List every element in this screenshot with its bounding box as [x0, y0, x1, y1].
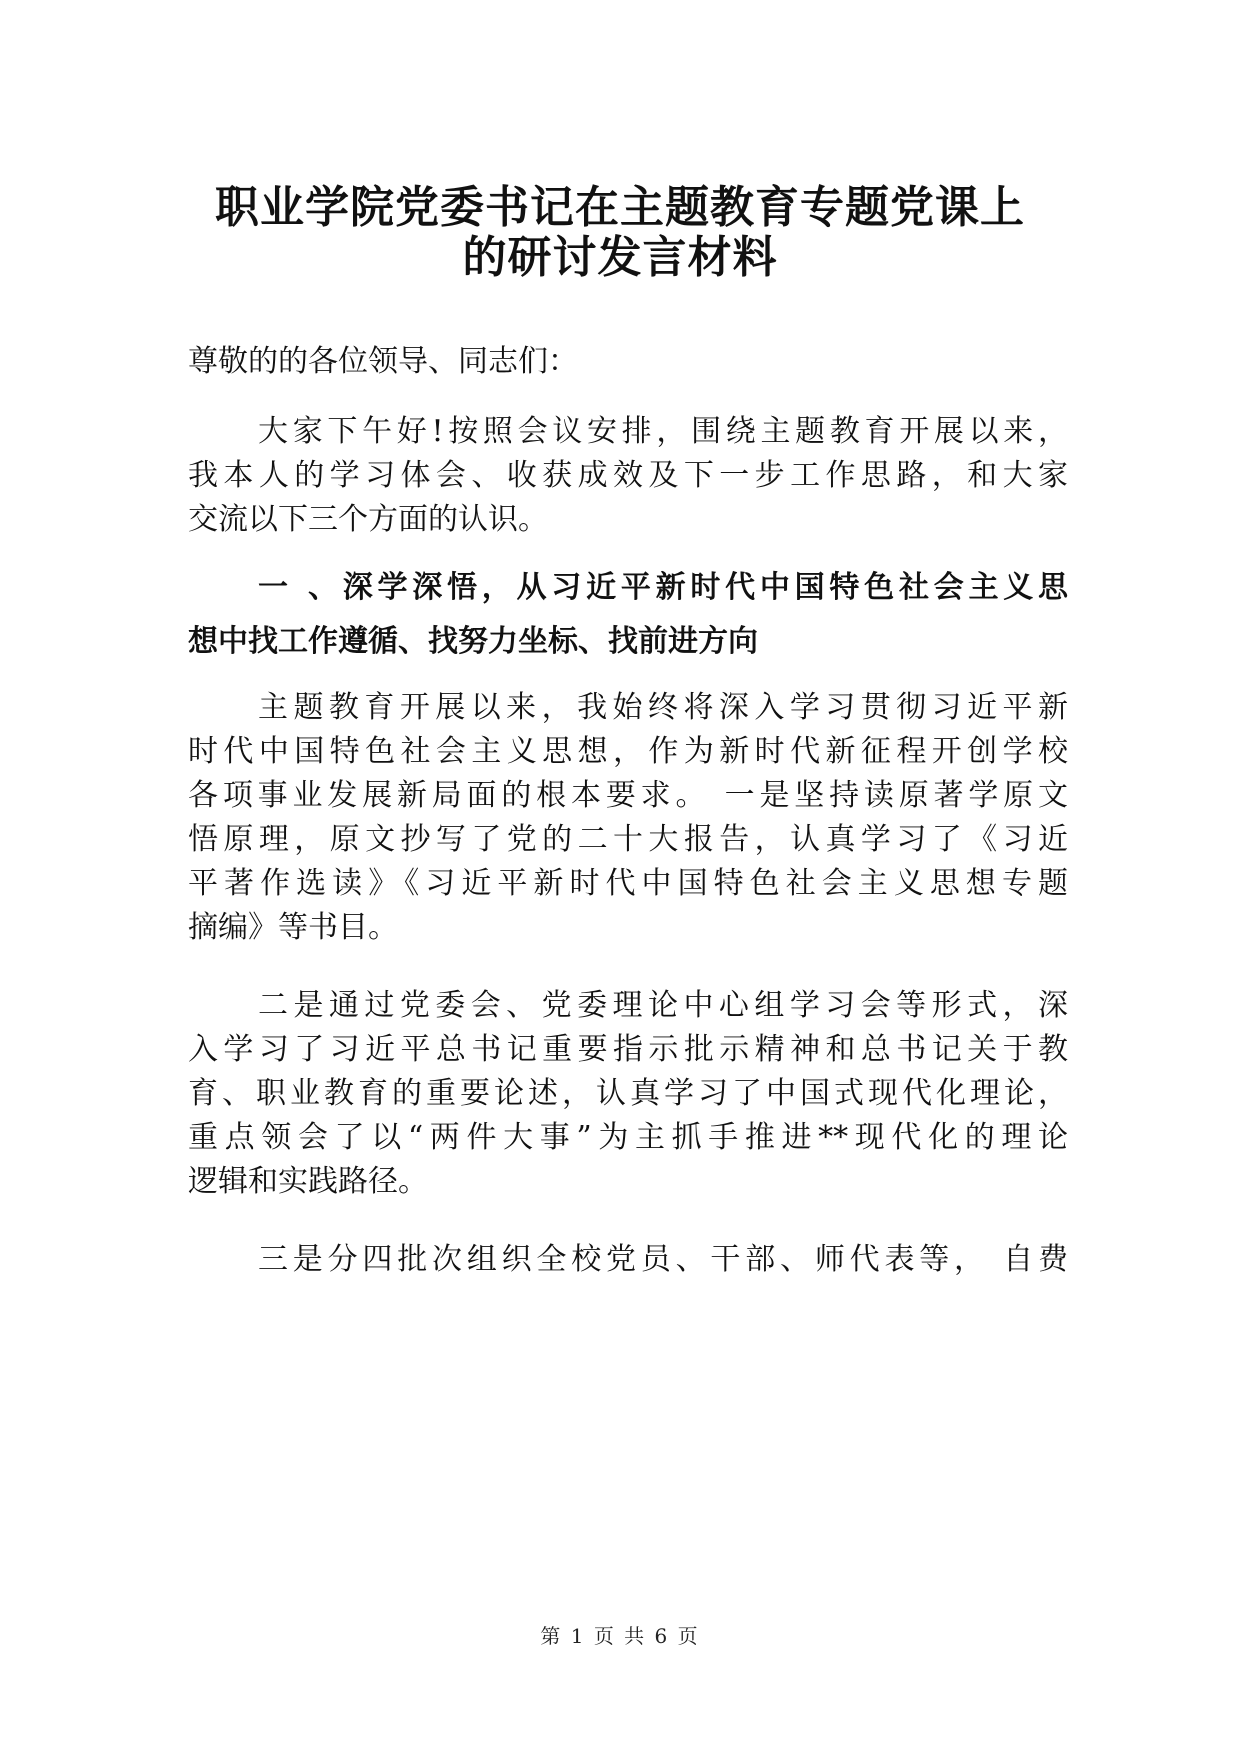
salutation: 尊敬的的各位领导、同志们： — [188, 344, 578, 379]
para1-line-1: 主题教育开展以来，我始终将深入学习贯彻习近平新 — [258, 690, 1068, 725]
para2-line-3: 育、职业教育的重要论述，认真学习了中国式现代化理论， — [188, 1076, 1068, 1111]
para2-line-1: 二是通过党委会、党委理论中心组学习会等形式，深 — [258, 988, 1068, 1023]
para3-line-1: 三是分四批次组织全校党员、干部、师代表等， 自费 — [258, 1242, 1068, 1277]
section1-heading-line-1: 一 、深学深悟，从习近平新时代中国特色社会主义思 — [258, 570, 1068, 605]
para1-line-4: 悟原理，原文抄写了党的二十大报告，认真学习了《习近 — [188, 822, 1068, 857]
para2-line-5: 逻辑和实践路径。 — [188, 1164, 428, 1199]
intro-line-3: 交流以下三个方面的认识。 — [188, 502, 548, 537]
para2-line-2: 入学习了习近平总书记重要指示批示精神和总书记关于教 — [188, 1032, 1068, 1067]
para2-line-4: 重点领会了以“两件大事”为主抓手推进**现代化的理论 — [188, 1120, 1068, 1155]
intro-line-1: 大家下午好!按照会议安排，围绕主题教育开展以来， — [258, 414, 1068, 449]
intro-line-2: 我本人的学习体会、收获成效及下一步工作思路，和大家 — [188, 458, 1068, 493]
para1-line-5: 平著作选读》《习近平新时代中国特色社会主义思想专题 — [188, 866, 1068, 901]
document-title-line-1: 职业学院党委书记在主题教育专题党课上 — [215, 182, 1025, 233]
document-title-line-2: 的研讨发言材料 — [462, 232, 778, 283]
para1-line-2: 时代中国特色社会主义思想，作为新时代新征程开创学校 — [188, 734, 1068, 769]
page-footer: 第 1 页 共 6 页 — [540, 1624, 700, 1648]
para1-line-3: 各项事业发展新局面的根本要求。 一是坚持读原著学原文 — [188, 778, 1068, 813]
para1-line-6: 摘编》等书目。 — [188, 910, 398, 945]
section1-heading-line-2: 想中找工作遵循、找努力坐标、找前进方向 — [188, 624, 758, 659]
